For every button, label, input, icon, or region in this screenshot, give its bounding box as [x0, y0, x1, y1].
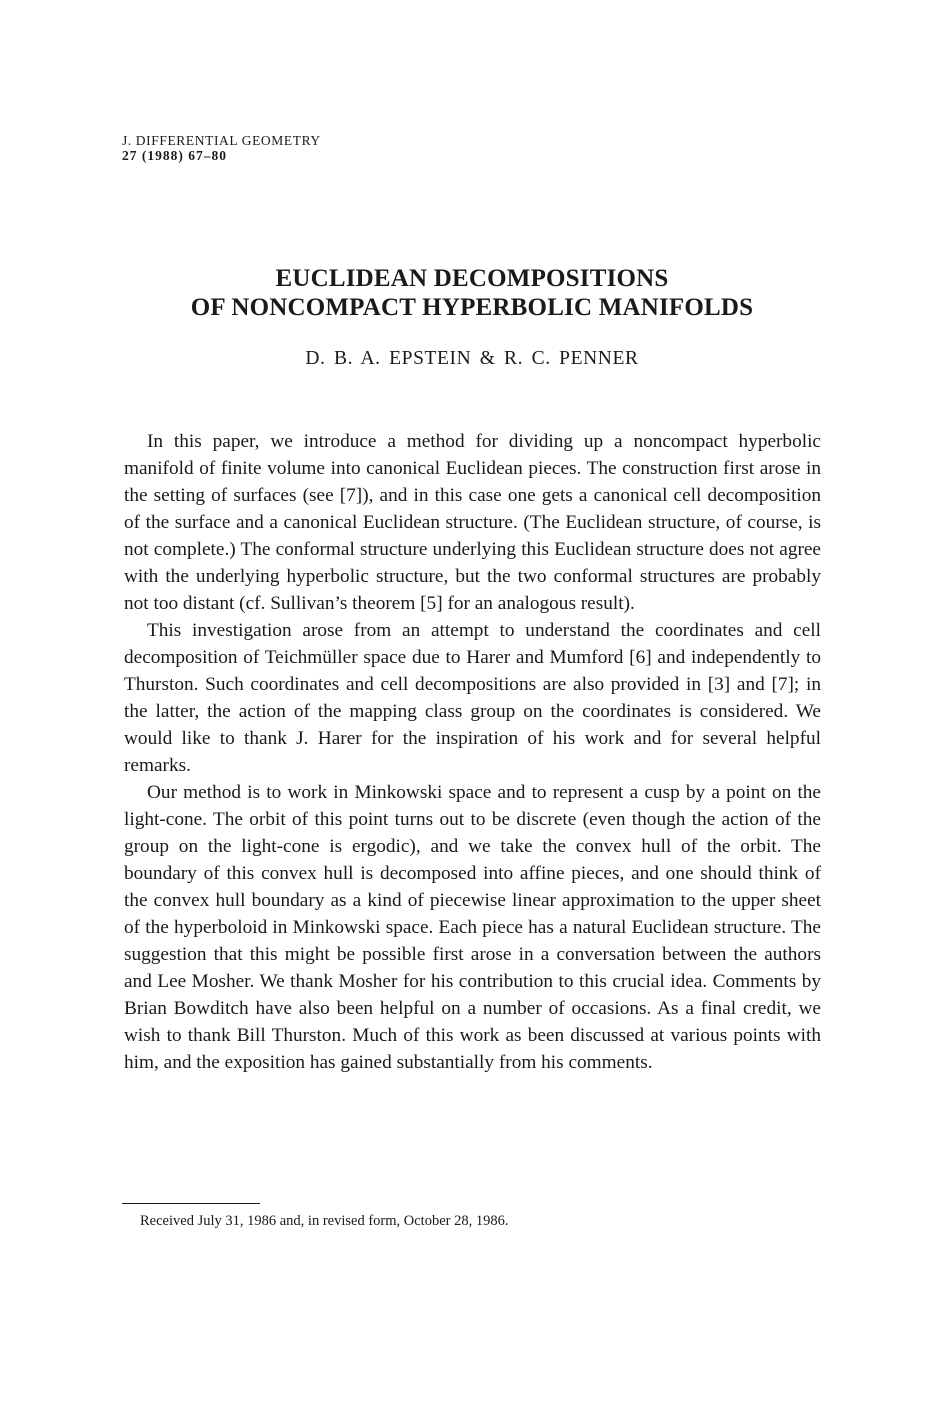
- title-line-1: EUCLIDEAN DECOMPOSITIONS: [275, 265, 669, 292]
- paragraph-2: This investigation arose from an attempt to understand the coordinates and cell decomposition of Teichmüller space due to Harer and Mumford [6] and independently to Thurston. Such coordinates and cell decompositions are also provided in [3] and [7]; in the latter, the action of the mapping class group on the coordinates is considered. We would like to thank J. Harer for the inspiration of his work and for several helpful remarks.: [124, 620, 821, 776]
- paper-authors: D. B. A. EPSTEIN & R. C. PENNER: [305, 348, 639, 369]
- journal-name: J. DIFFERENTIAL GEOMETRY: [122, 133, 321, 148]
- paragraph-3: Our method is to work in Minkowski space and to represent a cusp by a point on the light-cone. The orbit of this point turns out to be discrete (even though the action of the group on the light-cone is ergodic), and we take the convex hull of the orbit. The boundary of this convex hull is decomposed into affine pieces, and one should think of the convex hull boundary as a kind of piecewise linear approximation to the upper sheet of the hyperboloid in Minkowski space. Each piece has a natural Euclidean structure. The suggestion that this might be possible first arose in a conversation between the authors and Lee Mosher. We thank Mosher for his contribution to this crucial idea. Comments by Brian Bowditch have also been helpful on a number of occasions. As a final credit, we wish to thank Bill Thurston. Much of this work as been discussed at various points with him, and the exposition has gained substantially from his comments.: [124, 782, 821, 1073]
- footnote-divider: [122, 1203, 260, 1204]
- paper-title: [0, 264, 944, 322]
- journal-header: [122, 133, 321, 163]
- journal-volume: 27 (1988) 67–80: [122, 148, 227, 163]
- received-footnote: Received July 31, 1986 and, in revised form, October 28, 1986.: [140, 1213, 509, 1229]
- title-line-2: OF NONCOMPACT HYPERBOLIC MANIFOLDS: [190, 294, 754, 321]
- paragraph-1: In this paper, we introduce a method for dividing up a noncompact hyperbolic manifold of finite volume into canonical Euclidean pieces. The construction first arose in the setting of surfaces (see [7]), and in this case one gets a canonical cell decomposition of the surface and a canonical Euclidean structure. (The Euclidean structure, of course, is not complete.) The conformal structure underlying this Euclidean structure does not agree with the underlying hyperbolic structure, but the two conformal structures are probably not too distant (cf. Sullivan’s theorem [5] for an analogous result).: [124, 431, 821, 614]
- paper-body: [124, 428, 821, 1076]
